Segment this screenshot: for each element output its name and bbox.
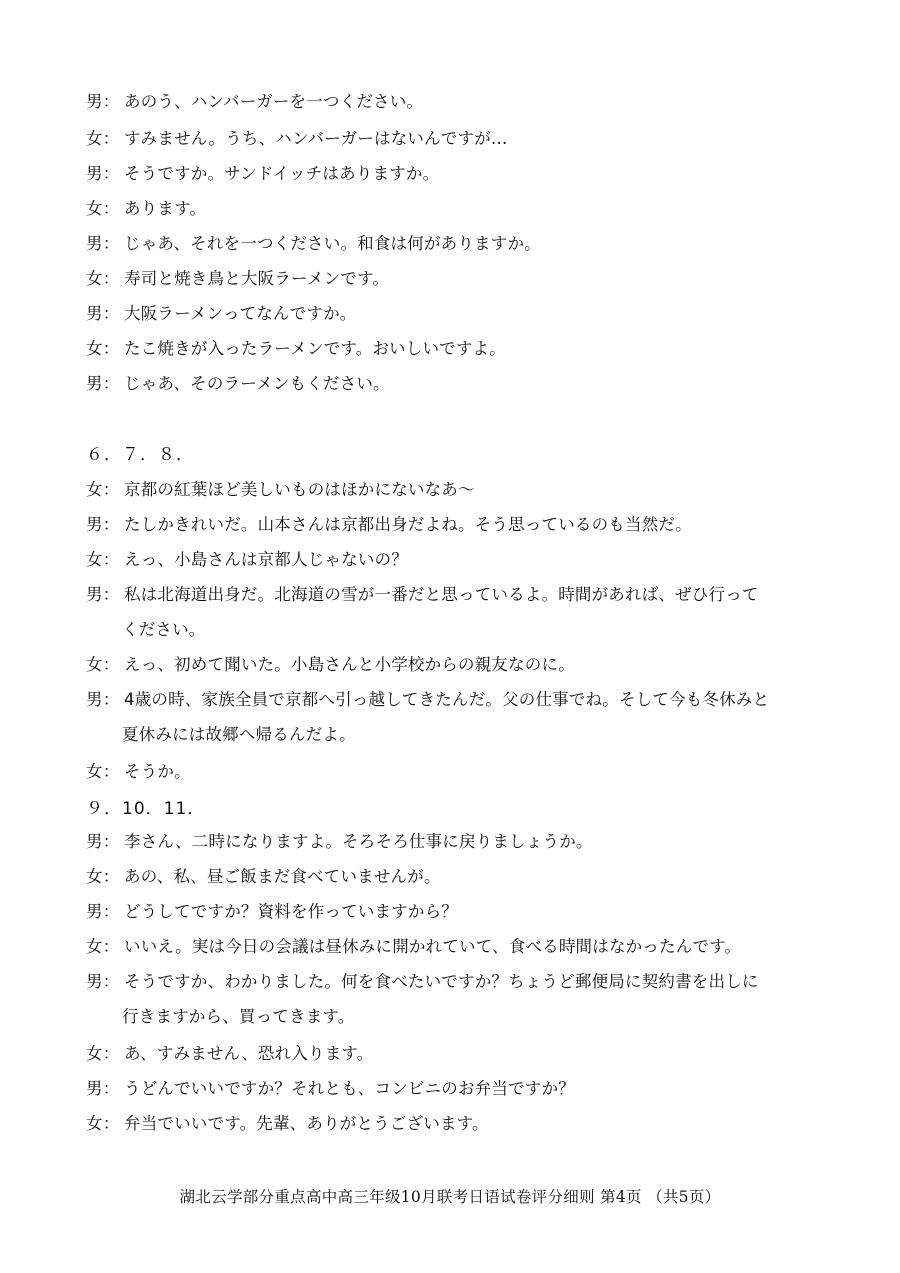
dialogue-text: いいえ。実は今日の会議は昼休みに開かれていて、食べる時間はなかったんです。 bbox=[124, 937, 742, 956]
dialogue-line bbox=[86, 1040, 374, 1064]
section-number: ６．７．８． bbox=[86, 445, 194, 465]
dialogue-line bbox=[86, 1075, 575, 1099]
dialogue-text: そうか。 bbox=[124, 762, 191, 781]
dialogue-continuation: 行きますから、買ってきます。 bbox=[122, 1007, 355, 1026]
speaker-label: 女： bbox=[86, 867, 120, 886]
speaker-label: 男： bbox=[86, 515, 120, 534]
dialogue-line bbox=[86, 125, 508, 149]
dialogue-text: たしかきれいだ。山本さんは京都出身だよね。そう思っているのも当然だ。 bbox=[124, 515, 692, 534]
dialogue-line bbox=[86, 863, 441, 887]
speaker-label: 女： bbox=[86, 269, 120, 288]
dialogue-text: えっ、小島さんは京都人じゃないの？ bbox=[124, 550, 408, 569]
speaker-label: 男： bbox=[86, 585, 120, 604]
dialogue-text: あります。 bbox=[124, 199, 207, 218]
speaker-label: 男： bbox=[86, 902, 120, 921]
dialogue-text: 大阪ラーメンってなんですか。 bbox=[124, 304, 357, 323]
dialogue-text: 4歳の時、家族全員で京都へ引っ越してきたんだ。父の仕事でね。そして今も冬休みと bbox=[124, 690, 770, 709]
speaker-label: 男： bbox=[86, 304, 120, 323]
dialogue-continuation: 夏休みには故郷へ帰るんだよ。 bbox=[122, 725, 356, 744]
dialogue-text: そうですか。サンドイッチはありますか。 bbox=[124, 164, 440, 183]
dialogue-line bbox=[86, 335, 506, 359]
dialogue-line bbox=[86, 476, 475, 500]
dialogue-line bbox=[86, 230, 541, 254]
speaker-label: 男： bbox=[86, 832, 120, 851]
dialogue-text: あのう、ハンバーガーを一つください。 bbox=[124, 92, 424, 111]
dialogue-line bbox=[86, 160, 439, 184]
section-number: ９．10．11． bbox=[86, 799, 206, 819]
dialogue-text: すみません。うち、ハンバーガーはないんですが… bbox=[124, 129, 508, 148]
speaker-label: 女： bbox=[86, 480, 120, 499]
dialogue-continuation: ください。 bbox=[122, 620, 206, 639]
dialogue-line bbox=[86, 898, 458, 922]
dialogue-line bbox=[86, 195, 206, 219]
dialogue-line bbox=[86, 265, 389, 289]
dialogue-line bbox=[86, 828, 593, 852]
speaker-label: 女： bbox=[86, 1114, 120, 1133]
speaker-label: 男： bbox=[86, 374, 120, 393]
dialogue-text: うどんでいいですか？それとも、コンビニのお弁当ですか？ bbox=[124, 1079, 575, 1098]
dialogue-line bbox=[86, 581, 759, 605]
speaker-label: 女： bbox=[86, 339, 120, 358]
speaker-label: 女： bbox=[86, 762, 120, 781]
dialogue-line bbox=[86, 651, 575, 675]
speaker-label: 女： bbox=[86, 550, 120, 569]
speaker-label: 女： bbox=[86, 655, 120, 674]
speaker-label: 男： bbox=[86, 164, 120, 183]
dialogue-text: あ、すみません、恐れ入ります。 bbox=[124, 1044, 374, 1063]
dialogue-text: 寿司と焼き鳥と大阪ラーメンです。 bbox=[124, 269, 390, 288]
dialogue-text: じゃあ、それを一つください。和食は何がありますか。 bbox=[124, 234, 541, 253]
page-footer: 湖北云学部分重点高中高三年级10月联考日语试卷评分细则 第4页 （共5页） bbox=[179, 1188, 721, 1206]
dialogue-text: どうしてですか？資料を作っていますから？ bbox=[124, 902, 458, 921]
dialogue-text: 私は北海道出身だ。北海道の雪が一番だと思っているよ。時間があれば、ぜひ行って bbox=[124, 585, 759, 604]
speaker-label: 男： bbox=[86, 234, 120, 253]
dialogue-text: たこ焼きが入ったラーメンです。おいしいですよ。 bbox=[124, 339, 506, 358]
dialogue-line bbox=[86, 546, 408, 570]
dialogue-text: じゃあ、そのラーメンもください。 bbox=[124, 374, 390, 393]
speaker-label: 男： bbox=[86, 1079, 120, 1098]
dialogue-text: えっ、初めて聞いた。小島さんと小学校からの親友なのに。 bbox=[124, 655, 575, 674]
dialogue-text: 京都の紅葉ほど美しいものはほかにないなあ～ bbox=[124, 480, 475, 499]
dialogue-line bbox=[86, 968, 759, 992]
speaker-label: 男： bbox=[86, 972, 120, 991]
dialogue-line bbox=[86, 1110, 489, 1134]
dialogue-line bbox=[86, 370, 390, 394]
dialogue-line bbox=[86, 300, 356, 324]
dialogue-line bbox=[86, 686, 769, 710]
dialogue-text: そうですか、わかりました。何を食べたいですか？ちょうど郵便局に契約書を出しに bbox=[124, 972, 759, 991]
dialogue-line bbox=[86, 511, 692, 535]
dialogue-line bbox=[86, 88, 423, 112]
dialogue-text: 李さん、二時になりますよ。そろそろ仕事に戻りましょうか。 bbox=[124, 832, 593, 851]
dialogue-line bbox=[86, 933, 741, 957]
dialogue-text: あの、私、昼ご飯まだ食べていませんが。 bbox=[124, 867, 441, 886]
dialogue-text: 弁当でいいです。先輩、ありがとうございます。 bbox=[124, 1114, 489, 1133]
speaker-label: 女： bbox=[86, 937, 120, 956]
speaker-label: 女： bbox=[86, 199, 120, 218]
dialogue-line bbox=[86, 758, 191, 782]
speaker-label: 女： bbox=[86, 129, 120, 148]
speaker-label: 男： bbox=[86, 690, 120, 709]
speaker-label: 男： bbox=[86, 92, 120, 111]
speaker-label: 女： bbox=[86, 1044, 120, 1063]
